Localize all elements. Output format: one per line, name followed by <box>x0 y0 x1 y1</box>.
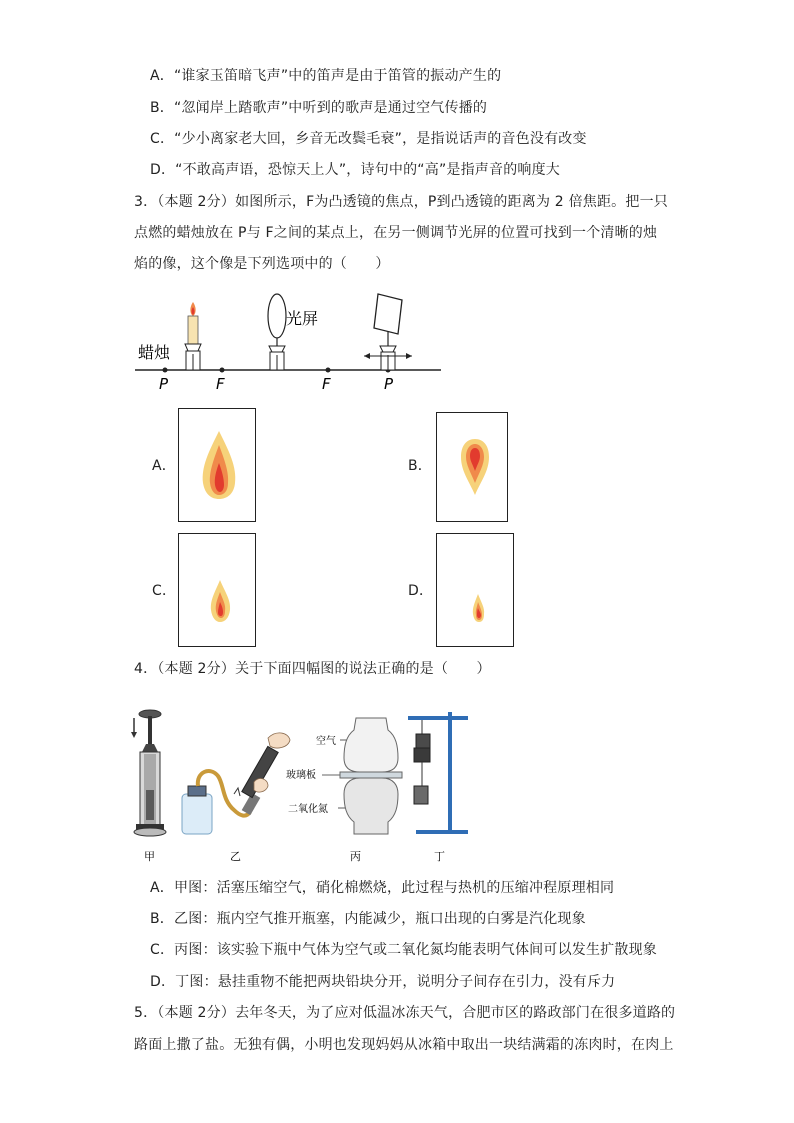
q4-figures <box>126 690 486 870</box>
q4-option-d: D．丁图：悬挂重物不能把两块铅块分开，说明分子间存在引力，没有斥力 <box>150 974 616 990</box>
fig-bing-diffusion-bottles <box>286 718 402 863</box>
fig-yi-label: 乙 <box>230 850 241 863</box>
label-f-left: F <box>216 375 225 393</box>
optical-bench-diagram <box>130 288 450 398</box>
fig-yi-bottle-pump <box>182 733 290 863</box>
q2-option-c: C．“少小离家老大回，乡音无改鬓毛衰”，是指说话声的音色没有改变 <box>150 131 587 147</box>
label-p-left: P <box>159 375 169 393</box>
q4-option-a: A．甲图：活塞压缩空气，硝化棉燃烧，此过程与热机的压缩冲程原理相同 <box>150 880 615 896</box>
screen-label: 光屏 <box>286 309 319 328</box>
flame-large-upright-icon <box>179 409 255 521</box>
fig-ding-lead-blocks <box>408 712 468 863</box>
q5-stem-line-1: 5．（本题 2分）去年冬天，为了应对低温冰冻天气，合肥市区的路政部门在很多道路的 <box>134 1005 676 1021</box>
candle <box>185 302 201 370</box>
choice-d-image[interactable] <box>436 533 514 647</box>
q4-stem: 4．（本题 2分）关于下面四幅图的说法正确的是（ ） <box>134 661 491 677</box>
choice-b-image[interactable] <box>436 412 508 522</box>
q4-option-b: B．乙图：瓶内空气推开瓶塞，内能减少，瓶口出现的白雾是汽化现象 <box>150 911 586 927</box>
choice-c-image[interactable] <box>178 533 256 647</box>
q2-option-a: A．“谁家玉笛暗飞声”中的笛声是由于笛管的振动产生的 <box>150 68 502 84</box>
label-p-right: P <box>384 375 394 393</box>
fig-jia-piston-apparatus <box>131 710 166 863</box>
bing-label-glass: 玻璃板 <box>286 770 316 781</box>
point-p-left <box>163 368 168 373</box>
flame-inverted-icon <box>437 413 507 521</box>
choice-a-image[interactable] <box>178 408 256 522</box>
choice-d-label: D． <box>408 583 434 599</box>
q3-stem-line-2: 点燃的蜡烛放在 P与 F之间的某点上，在另一侧调节光屏的位置可找到一个清晰的烛 <box>134 225 658 241</box>
choice-a-label: A． <box>152 458 176 474</box>
bing-label-air: 空气 <box>316 736 336 747</box>
flame-small-upright-icon <box>437 534 513 646</box>
q5-stem-line-2: 路面上撒了盐。无独有偶，小明也发现妈妈从冰箱中取出一块结满霜的冻肉时，在肉上 <box>134 1037 674 1053</box>
fig-bing-label: 丙 <box>350 850 361 863</box>
bing-label-no2: 二氧化氮 <box>288 804 328 815</box>
point-f-right <box>326 368 331 373</box>
point-f-left <box>220 368 225 373</box>
choice-c-label: C． <box>152 583 177 599</box>
fig-ding-label: 丁 <box>434 850 445 863</box>
light-screen <box>364 294 412 370</box>
q4-option-c: C．丙图：该实验下瓶中气体为空气或二氧化氮均能表明气体间可以发生扩散现象 <box>150 942 657 958</box>
convex-lens <box>268 294 286 370</box>
label-f-right: F <box>322 375 331 393</box>
fig-jia-label: 甲 <box>144 850 155 863</box>
candle-label: 蜡烛 <box>138 343 171 362</box>
q3-stem-line-1: 3．（本题 2分）如图所示，F为凸透镜的焦点，P到凸透镜的距离为 2 倍焦距。把一只 <box>134 194 668 210</box>
q2-option-b: B．“忽闻岸上踏歌声”中听到的歌声是通过空气传播的 <box>150 100 488 116</box>
flame-medium-upright-icon <box>179 534 255 646</box>
choice-b-label: B． <box>408 458 433 474</box>
q3-stem-line-3: 焰的像，这个像是下列选项中的（ ） <box>134 256 390 272</box>
q2-option-d: D．“不敢高声语，恐惊天上人”，诗句中的“高”是指声音的响度大 <box>150 162 560 178</box>
